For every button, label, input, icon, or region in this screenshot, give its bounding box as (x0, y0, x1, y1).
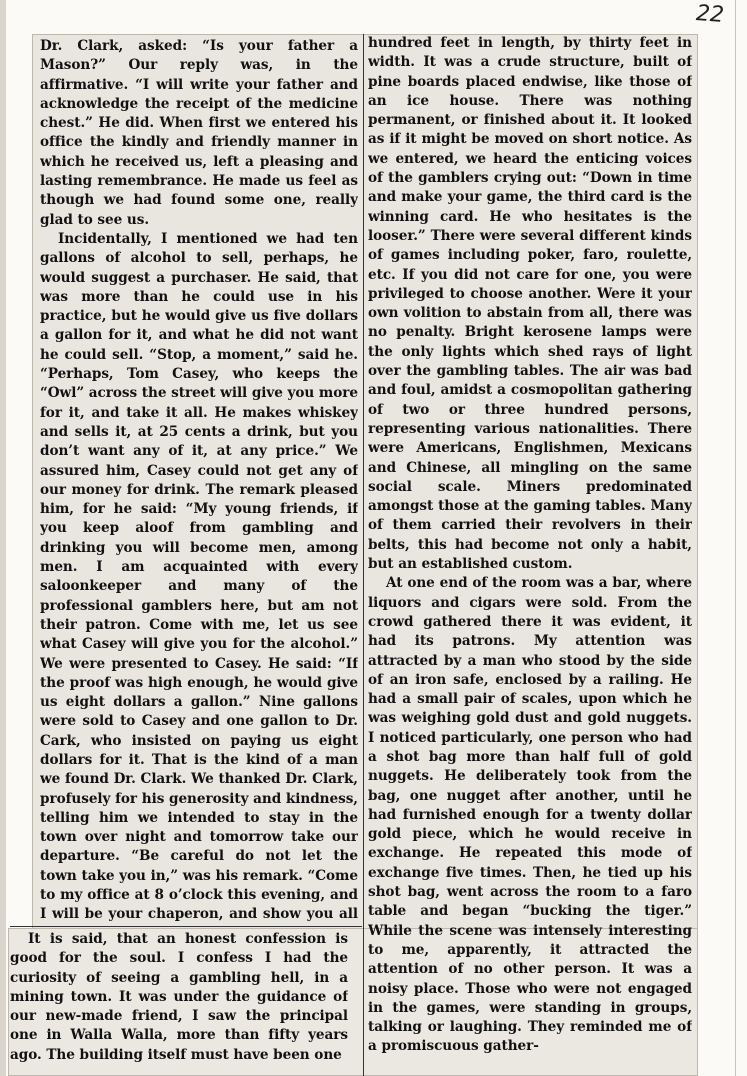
paragraph: hundred feet in length, by thirty feet in width. It was a crude structure, built of pine boards placed endwise, like those of an ice house. There was nothing permanent, or finished about it. It looked as if it might be moved on short notice. As we entered, we heard the enticing voices of the gamblers crying out: “Down in time and make your game, the third card is the winning card. He who hesitates is the looser.” There were several different kinds of games including poker, faro, roulette, etc. If you did not care for one, you were privileged to choose another. Were it your own volition to abstain from all, there was no penalty. Bright kerosene lamps were the only lights which shed rays of light over the gambling tables. The air was bad and foul, amidst a cosmopolitan gathering of two or three hundred persons, representing various nationalities. There were Americans, Englishmen, Mexicans and Chinese, all mingling on the same social scale. Miners predominated amongst those at the gaming tables. Many of them carried their revolvers in their belts, this had become not only a habit, but an established custom. (368, 35, 692, 573)
page-edge-left (0, 0, 6, 1076)
page-number-mark: 22 (695, 1, 725, 28)
column-divider-horizontal (10, 926, 362, 927)
paragraph: It is said, that an honest confession is good for the soul. I confess I had the curiosity of seeing a gambling hell, in a mining town. It was under the guidance of our new-made friend, I saw the principal one in Walla Walla, more than fifty years ago. The building itself must have been one (10, 931, 348, 1063)
article-column-right (368, 34, 692, 1076)
article-column-left-bottom (10, 930, 348, 1076)
paragraph: Incidentally, I mentioned we had ten gallons of alcohol to sell, perhaps, he would suggest a purchaser. He said, that was more than he could use in his practice, but he would give us five dollars a gallon for it, and what he did not want he could sell. “Stop, a moment,” said he. “Perhaps, Tom Casey, who keeps the “Owl” across the street will give you more for it, and take it all. He makes whiskey and sells it, at 25 cents a drink, but you don’t want any of it, at any price.” We assured him, Casey could not get any of our money for drink. The remark pleased him, for he said: “My young friends, if you keep aloof from gambling and drinking you will become men, among men. I am acquainted with every saloonkeeper and many of the professional gamblers here, but am not their patron. Come with me, let us see what Casey will give you for the alcohol.” We were presented to Casey. He said: “If the proof was high enough, he would give us eight dollars a gallon.” Nine gallons were sold to Casey and one gallon to Dr. Cark, who insisted on paying us eight dollars for it. That is the kind of a man we found Dr. Clark. We thanked Dr. Clark, profusely for his generosity and kindness, telling him we intended to stay in the town over night and tomorrow take our departure. “Be careful do not let the town take you in,” was his remark. “Come to my office at 8 o’clock this evening, and I will be your chaperon, and show you all (40, 230, 358, 923)
paragraph: At one end of the room was a bar, where liquors and cigars were sold. From the crowd gathered there it was evident, it had its patrons. My attention was attracted by a man who stood by the side of an iron safe, enclosed by a railing. He had a small pair of scales, upon which he was weighing gold dust and gold nuggets. I noticed particularly, one person who had a shot bag more than half full of gold nuggets. He deliberately took from the bag, one nugget after another, until he had furnished enough for a twenty dollar gold piece, which he would receive in exchange. He repeated this mode of exchange five times. Then, he tied up his shot bag, went across the room to a faro table and began “bucking the tiger.” While the scene was intensely interesting to me, apparently, it attracted the attention of no other person. It was a noisy place. Those who were not engaged in the games, were standing in groups, talking or laughing. They reminded me of a promiscuous gather- (368, 575, 692, 1055)
page-edge-right (735, 0, 736, 1076)
paragraph: Dr. Clark, asked: “Is your father a Mason?” Our reply was, in the affirmative. “I will write your father and acknowledge the receipt of the medicine chest.” He did. When first we entered his office the kindly and friendly manner in which he received us, left a pleasing and lasting remembrance. He made us feel as though we had found some one, really glad to see us. (40, 38, 358, 228)
column-divider-vertical (363, 34, 364, 1076)
article-column-left (40, 37, 358, 925)
